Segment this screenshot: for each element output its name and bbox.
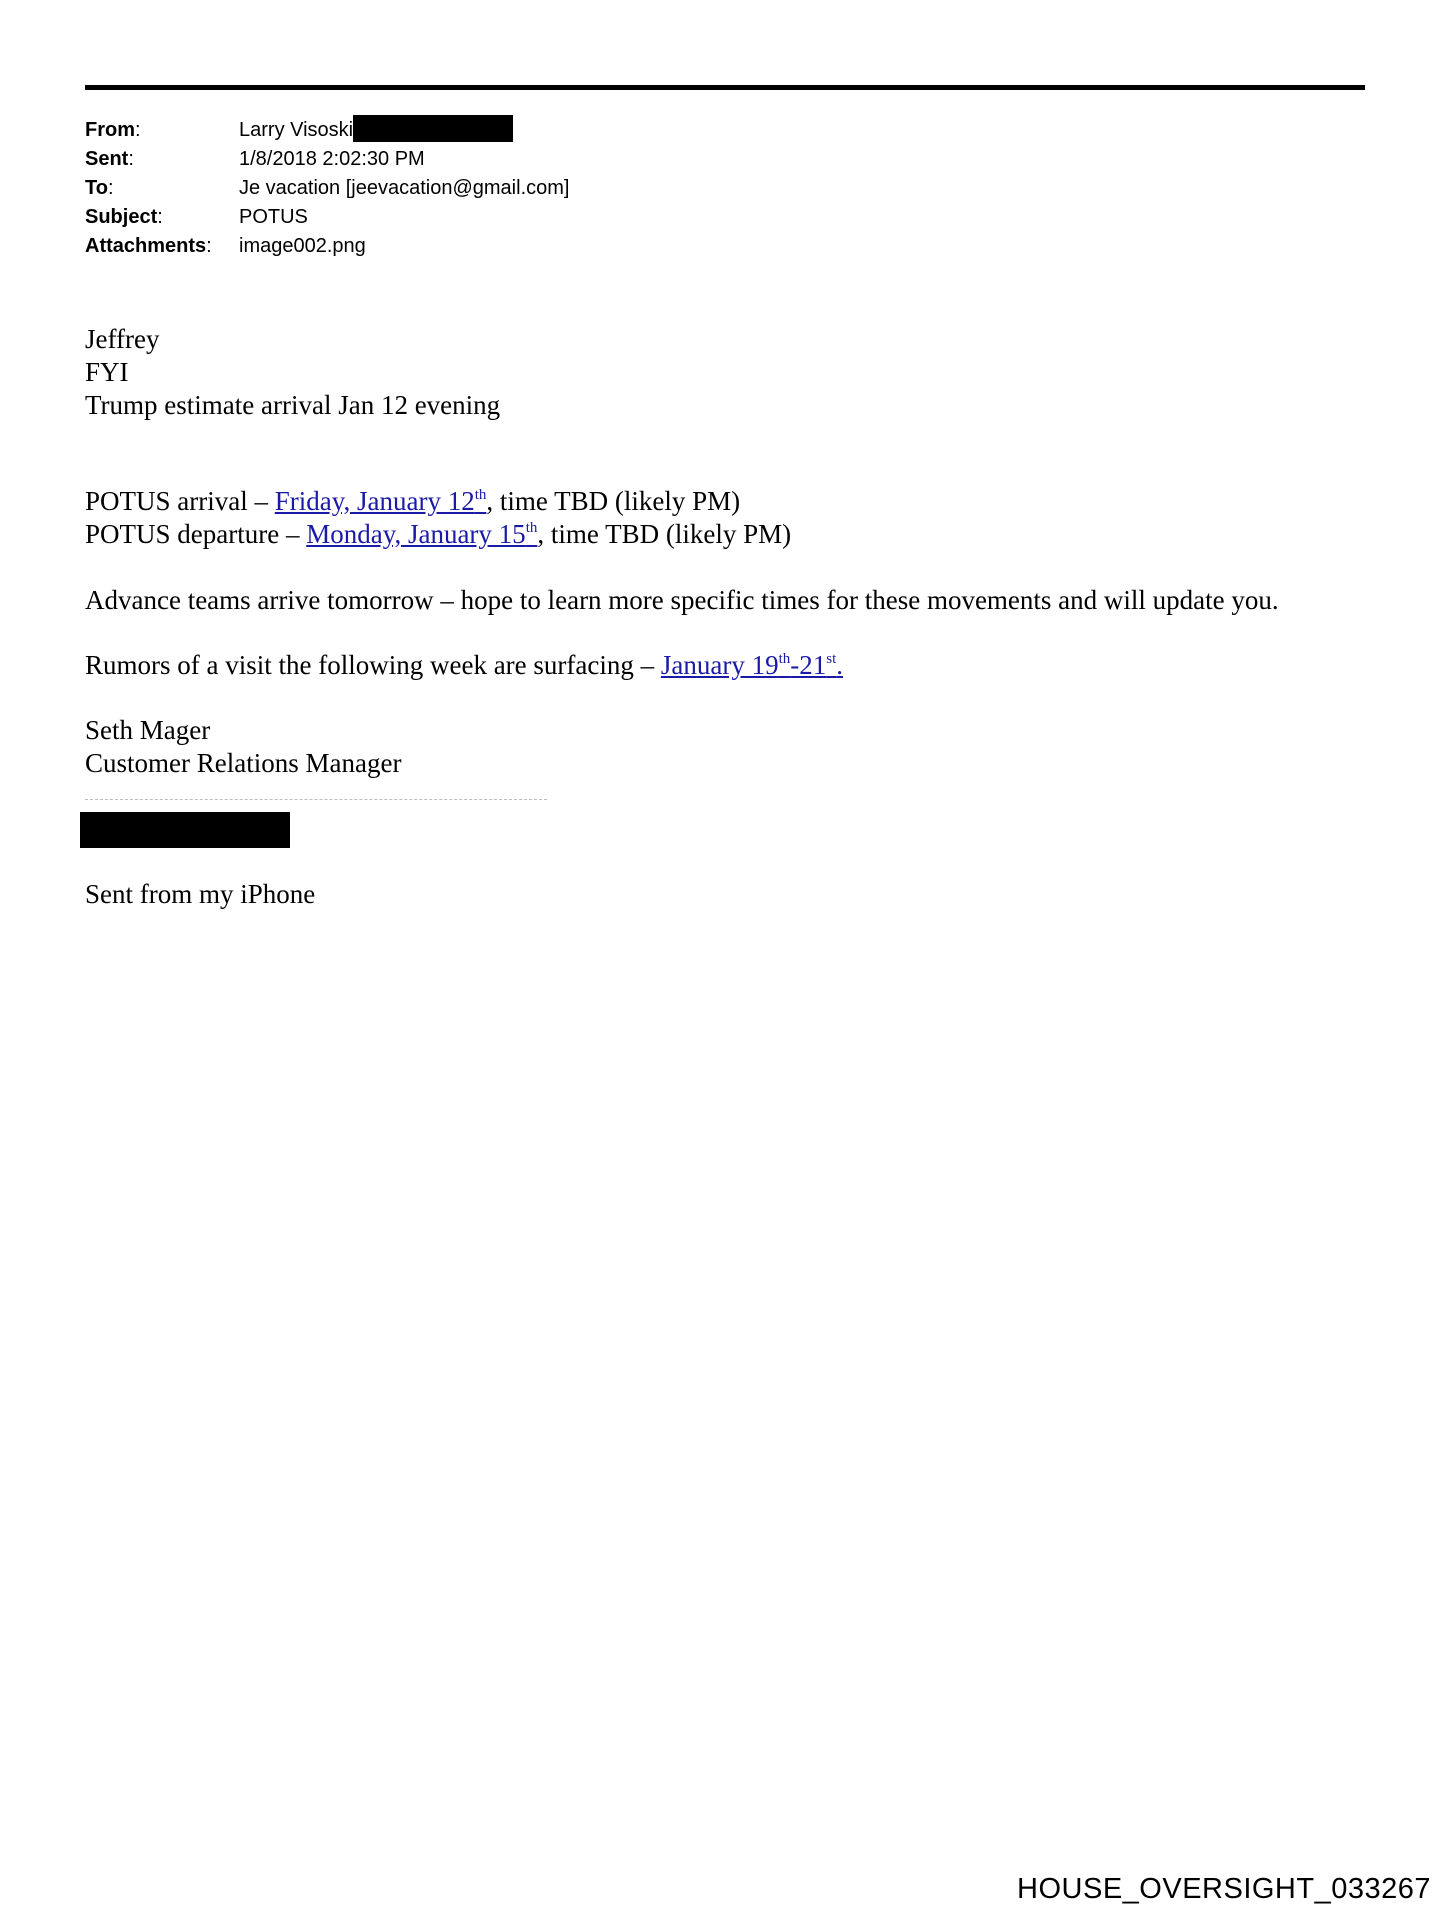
attachments-value[interactable]: image002.png (239, 235, 366, 257)
rumors-prefix: Rumors of a visit the following week are surfacing – (85, 650, 661, 680)
fyi-line: FYI (85, 357, 129, 387)
departure-suffix: , time TBD (likely PM) (537, 519, 792, 549)
from-row (85, 116, 569, 145)
email-header (85, 116, 569, 261)
schedule-block (85, 485, 791, 551)
to-label: To: (85, 177, 114, 199)
arrival-line (85, 485, 791, 518)
arrival-suffix: , time TBD (likely PM) (486, 486, 741, 516)
subject-value: POTUS (239, 206, 308, 228)
signature-block (85, 714, 401, 780)
rumors-paragraph (85, 649, 843, 682)
estimate-line: Trump estimate arrival Jan 12 evening (85, 390, 501, 420)
top-rule (85, 85, 1365, 90)
from-redaction (353, 115, 513, 142)
to-value: Je vacation [jeevacation@gmail.com] (239, 177, 570, 199)
arrival-date-link[interactable]: Friday, January 12th (274, 486, 487, 516)
advance-paragraph: Advance teams arrive tomorrow – hope to learn more specific times for these movements and will update you. (85, 585, 1279, 615)
departure-prefix: POTUS departure – (85, 519, 307, 549)
greeting-line: Jeffrey (85, 324, 160, 354)
subject-row (85, 203, 569, 232)
departure-date-link[interactable]: Monday, January 15th (306, 519, 538, 549)
signature-title: Customer Relations Manager (85, 748, 402, 778)
from-label: From: (85, 119, 141, 141)
subject-label: Subject: (85, 206, 163, 228)
from-value (239, 116, 513, 145)
sent-label: Sent: (85, 148, 134, 170)
arrival-prefix: POTUS arrival – (85, 486, 275, 516)
signature-separator (85, 799, 547, 800)
sent-row (85, 145, 569, 174)
departure-line (85, 518, 791, 551)
rumors-date-link[interactable]: January 19th-21st. (660, 650, 844, 680)
sent-value: 1/8/2018 2:02:30 PM (239, 148, 425, 170)
bates-number: HOUSE_OVERSIGHT_033267 (1017, 1873, 1431, 1905)
from-name: Larry Visoski (239, 119, 354, 141)
greeting-block (85, 323, 500, 422)
sent-from-line: Sent from my iPhone (85, 879, 316, 909)
to-row (85, 174, 569, 203)
attachments-row (85, 232, 569, 261)
signature-name: Seth Mager (85, 715, 211, 745)
attachments-label: Attachments: (85, 235, 212, 257)
signature-redaction (80, 812, 290, 848)
